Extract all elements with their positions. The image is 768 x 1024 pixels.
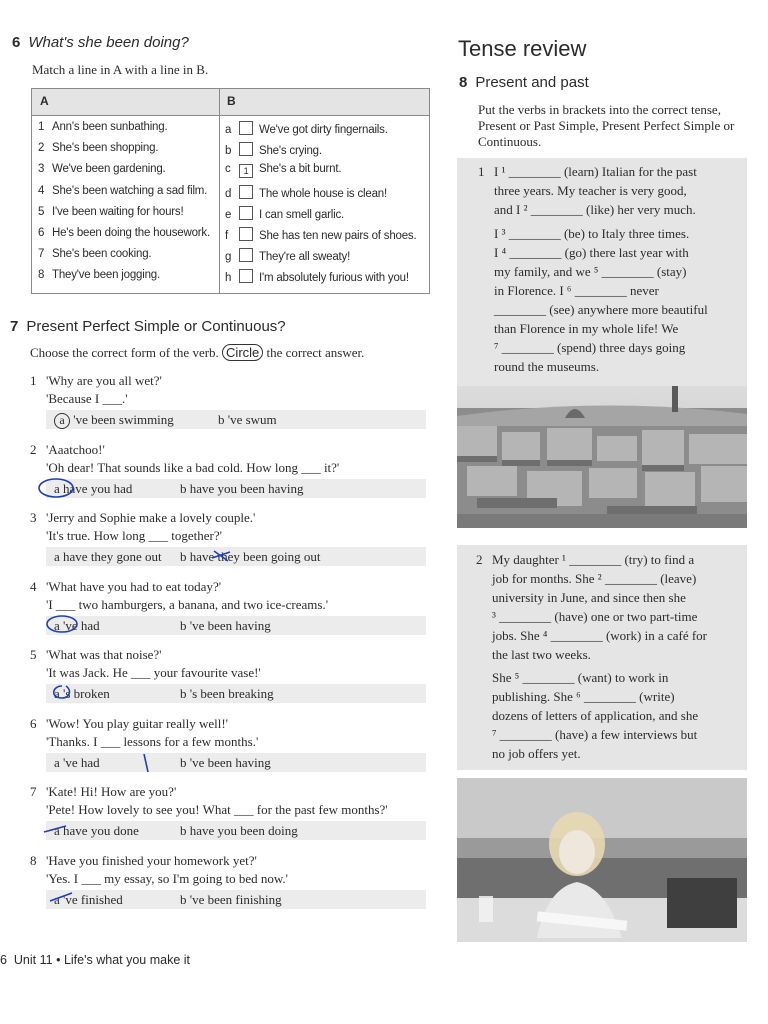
question-line: 'It's true. How long ___ together?' [46,528,222,543]
text-line: three years. My teacher is very good, [494,183,687,198]
col-b-header: B [227,94,236,108]
text-line: no job offers yet. [492,746,581,761]
option-label: a [54,549,60,564]
text-line: jobs. She ⁴ ________ (work) in a café for [492,628,708,643]
option-label: a [54,480,60,496]
option-label: b [218,412,225,427]
section-title: Tense review [458,36,587,61]
ink-strike-q3 [212,551,230,561]
option-text: 've had [63,754,100,770]
question-number: 4 [30,578,37,594]
question-line: 'What was that noise?' [46,647,162,662]
row-text: I can smell garlic. [259,208,345,221]
question-number: 2 [30,441,37,457]
option-text: 's broken [63,686,110,701]
unit-label: Unit 11 [13,953,53,967]
ink-strike-q6 [144,754,148,772]
row-text: He's been doing the housework. [52,227,210,239]
row-text: She's a bit burnt. [259,163,342,176]
row-text: We've got dirty fingernails. [259,124,388,136]
ex6-instruction: Match a line in A with a line in B. [32,62,209,77]
option-label: b [180,549,187,564]
text-line: my family, and we ⁵ ________ (stay) [494,264,687,279]
row-text: They've been jogging. [52,269,160,282]
question-number: 6 [30,715,37,731]
question-line: 'Aaatchoo!' [46,441,105,457]
option-label: b [180,754,187,770]
paragraph-number: 1 [478,164,485,179]
question-line: 'What have you had to eat today?' [46,578,222,594]
row-text: I'm absolutely furious with you! [259,272,409,285]
ex8-heading [459,74,589,91]
text-line: dozens of letters of application, and she [492,708,699,723]
ink-circle-q2 [39,479,73,497]
ex8-instruction: Put the verbs in brackets into the correct tense, Present or Past Simple, Present Perfect Simple or Continuous. [478,102,735,149]
unit-title: Life's what you make it [63,953,191,967]
text-line: and I ² ________ (like) her very much. [494,202,696,217]
ex6-number: 6 [12,34,21,51]
page-number: 6 [0,953,7,967]
woman-writing-photo [457,778,747,942]
row-text: She's been cooking. [52,248,152,261]
row-number: 5 [38,205,45,218]
row-text: I've been waiting for hours! [52,205,184,218]
row-text: The whole house is clean! [259,187,387,200]
text-line: ³ ________ (have) one or two part-time [492,609,698,624]
question-line: 'Jerry and Sophie make a lovely couple.' [46,510,256,525]
text-line: ________ (see) anywhere more beautiful [494,302,708,317]
ex7-number: 7 [10,318,19,335]
text-line: My daughter ¹ ________ (try) to find a [492,552,695,567]
page-footer: 6 Unit 11 • Life's what you make it [0,953,191,967]
option-text: 've been having [189,754,271,770]
text-line: I ³ ________ (be) to Italy three times. [494,226,690,241]
text-line: publishing. She ⁶ ________ (write) [492,689,675,704]
text-line: I ⁴ ________ (go) there last year with [494,245,689,260]
option-text: have you been doing [189,823,298,838]
option-label: b [180,891,187,907]
option-text: 've had [63,617,100,633]
ink-strike-q7 [44,826,66,832]
option-text: have they gone out [63,549,162,564]
question-line: 'Wow! You play guitar really well!' [46,715,228,731]
row-letter: a [225,124,232,136]
option-label: a [54,891,60,907]
row-text: She's crying. [259,145,322,158]
option-text: 've been finishing [189,891,282,907]
ex8-number: 8 [459,74,468,91]
option-text: have you done [63,823,139,838]
question-number: 1 [30,373,37,388]
option-label: b [180,823,187,838]
ink-circle-q4 [47,616,77,632]
paragraph-number: 2 [476,552,483,567]
row-text: She's been watching a sad film. [52,184,208,197]
row-number: 6 [38,227,45,239]
row-letter: e [225,208,232,221]
answer-box[interactable]: 1 [239,164,253,178]
option-label: a [54,617,60,633]
text-line: university in June, and since then she [492,590,686,605]
florence-photo [457,386,747,528]
question-number: 3 [30,510,37,525]
option-label: b [180,617,187,633]
option-label: a [54,686,60,701]
row-letter: c [225,163,231,176]
col-a-header: A [40,94,49,108]
row-text: She has ten new pairs of shoes. [259,230,417,242]
row-number: 4 [38,184,45,197]
row-number: 1 [38,121,45,133]
row-letter: f [225,230,228,242]
row-number: 8 [38,269,45,282]
row-number: 2 [38,142,45,155]
text-line: round the museums. [494,359,600,374]
question-line: 'Have you finished your homework yet?' [46,852,257,868]
text-line: than Florence in my whole life! We [494,321,679,336]
text-line: ⁷ ________ (spend) three days going [494,340,686,355]
row-letter: g [225,251,232,264]
option-text: 've been having [189,617,271,633]
question-number: 8 [30,852,37,868]
row-text: Ann's been sunbathing. [52,121,168,133]
ink-strike-q8 [50,893,72,901]
row-text: We've been gardening. [52,163,166,176]
question-line: 'Kate! Hi! How are you?' [46,784,177,799]
ex6-title: What's she been doing? [28,34,189,51]
option-text: 've finished [63,891,123,907]
row-letter: b [225,145,232,158]
text-line: the last two weeks. [492,647,591,662]
row-number: 7 [38,248,45,261]
row-text: She's been shopping. [52,142,159,155]
row-number: 3 [38,163,45,176]
option-text: 've swum [227,412,277,427]
text-line: in Florence. I ⁶ ________ never [494,283,659,298]
option-text: have you had [63,480,133,496]
text-line: She ⁵ ________ (want) to work in [492,670,669,685]
row-text: They're all sweaty! [259,251,351,264]
question-number: 7 [30,784,37,799]
option-label: b [180,480,187,496]
circle-word: Circle [222,344,263,361]
question-number: 5 [30,647,37,662]
option-label: a [54,754,60,770]
option-label: a [54,413,70,429]
ink-circle-q5 [54,686,70,698]
text-line: job for months. She ² ________ (leave) [492,571,697,586]
option-text: have you been having [189,480,304,496]
question-line: 'Yes. I ___ my essay, so I'm going to bed now.' [46,870,288,886]
question-line: 'Oh dear! That sounds like a bad cold. How long ___ it?' [46,459,340,475]
question-line: 'Because I ___.' [46,391,128,406]
text-line: I ¹ ________ (learn) Italian for the past [494,164,697,179]
question-line: 'I ___ two hamburgers, a banana, and two ice-creams.' [46,596,329,612]
option-label: a [54,823,60,838]
ex8-title: Present and past [475,74,589,91]
row-letter: h [225,272,232,285]
text-line: ⁷ ________ (have) a few interviews but [492,727,698,742]
question-line: 'Thanks. I ___ lessons for a few months.' [46,733,259,749]
option-text: 've been swimming [73,412,174,427]
ex7-title: Present Perfect Simple or Continuous? [26,318,286,335]
option-text: have they been going out [189,549,321,564]
option-label: b [180,686,187,701]
question-line: 'It was Jack. He ___ your favourite vase!' [46,665,261,680]
row-letter: d [225,187,232,200]
ex7-instruction: Choose the correct form of the verb. Circle the correct answer. [30,345,365,360]
question-line: 'Pete! How lovely to see you! What ___ for the past few months?' [46,802,388,817]
question-line: 'Why are you all wet?' [46,373,162,388]
option-text: 's been breaking [189,686,274,701]
